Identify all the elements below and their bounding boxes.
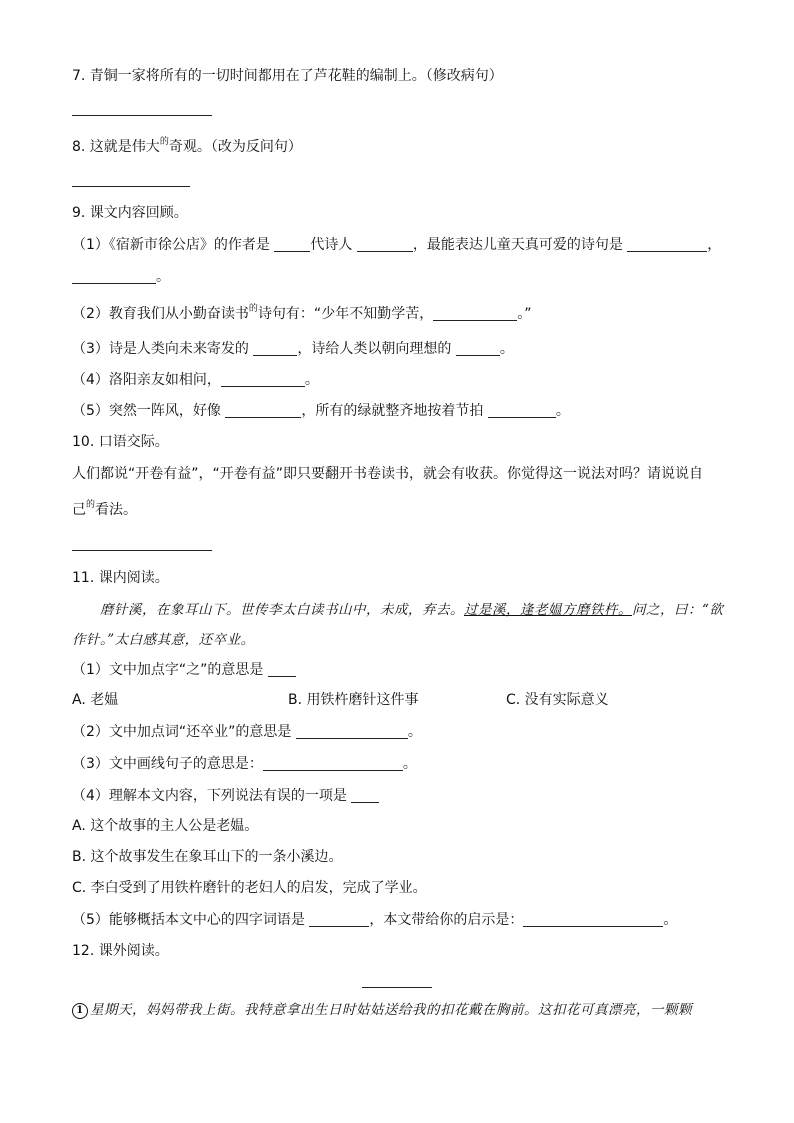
question-9-part-3: （3）诗是人类向未来寄发的 ，诗给人类以朝向理想的 。 [72,341,514,357]
blank-11-5-b[interactable] [523,912,663,927]
question-9-part-1: （1）《宿新市徐公店》的作者是 代诗人 ，最能表达儿童天真可爱的诗句是 ， [72,237,722,253]
question-9-title: 9. 课文内容回顾。 [72,205,188,221]
question-9-part-4: （4）洛阳亲友如相问， 。 [72,372,319,388]
paragraph-number-circle: 1 [72,1003,88,1019]
question-11-sub-5: （5）能够概括本文中心的四字词语是 ，本文带给你的启示是： 。 [72,912,678,928]
classical-passage-line-1: 磨针溪，在象耳山下。世传李太白读书山中，未成，弃去。过是溪，逢老媪方磨铁杵。问之，曰：“欲 [100,602,724,618]
reading-passage-line-1: 1 星期天，妈妈带我上街。我特意拿出生日时姑姑送给我的扣花戴在胸前。这扣花可真漂亮，一颗颗 [72,1000,692,1020]
question-10-prompt-line-1: 人们都说“开卷有益”，“开卷有益”即只要翻开书卷读书，就会有收获。你觉得这一说法对吗？请说说自 [72,466,704,482]
answer-line-7[interactable] [72,115,212,116]
blank-9-1-dynasty[interactable] [274,237,310,252]
question-8: 8. 这就是伟大$^的$奇观。（改为反问句） [72,137,302,155]
question-9-part-1-cont: 。 [72,267,170,287]
blank-9-5-a[interactable] [225,403,301,418]
option-11-1-c[interactable]: C. 没有实际意义 [506,692,609,708]
question-11-sub-1: （1）文中加点字“之”的意思是 [72,660,296,680]
passage-title-blank[interactable] [362,987,432,988]
answer-line-10[interactable] [72,550,212,551]
blank-11-3[interactable] [263,756,403,771]
option-11-1-a[interactable]: A. 老媪 [72,692,119,708]
question-10-prompt-line-2: 己$^的$看法。 [72,500,138,518]
blank-9-1-verse[interactable] [627,237,707,252]
blank-9-4[interactable] [221,372,305,387]
option-11-4-a[interactable]: A. 这个故事的主人公是老媪。 [72,818,259,834]
classical-passage-line-2: 作针。”太白感其意，还卒业。 [72,632,255,648]
blank-11-1[interactable] [268,662,296,677]
blank-11-5-a[interactable] [309,912,369,927]
blank-9-2[interactable] [433,306,517,321]
question-11-title: 11. 课内阅读。 [72,570,169,586]
blank-9-1-poet[interactable] [357,237,413,252]
question-10-title: 10. 口语交际。 [72,434,169,450]
answer-line-8[interactable] [72,186,190,187]
option-11-4-c[interactable]: C. 李白受到了用铁杵磨针的老妇人的启发，完成了学业。 [72,880,427,896]
question-11-sub-2: （2）文中加点词“还卒业”的意思是 。 [72,724,422,740]
question-11-sub-4: （4）理解本文内容，下列说法有误的一项是 [72,786,379,806]
question-9-part-5: （5）突然一阵风，好像 ，所有的绿就整齐地按着节拍 。 [72,403,570,419]
blank-9-3-a[interactable] [253,341,297,356]
question-12-title: 12. 课外阅读。 [72,943,169,959]
question-11-sub-3: （3）文中画线句子的意思是： 。 [72,756,417,772]
blank-11-2[interactable] [296,724,408,739]
option-11-1-b[interactable]: B. 用铁杵磨针这件事 [288,692,419,708]
question-7: 7. 青铜一家将所有的一切时间都用在了芦花鞋的编制上。（修改病句） [72,68,503,84]
blank-9-1-verse-2[interactable] [72,269,156,284]
blank-11-4[interactable] [351,788,379,803]
underlined-sentence: 过是溪，逢老媪方磨铁杵。 [464,602,632,618]
question-9-part-2: （2）教育我们从小勤奋读书$^的$诗句有：“少年不知勤学苦， 。” [72,304,532,322]
option-11-4-b[interactable]: B. 这个故事发生在象耳山下的一条小溪边。 [72,849,343,865]
blank-9-3-b[interactable] [456,341,500,356]
blank-9-5-b[interactable] [488,403,556,418]
